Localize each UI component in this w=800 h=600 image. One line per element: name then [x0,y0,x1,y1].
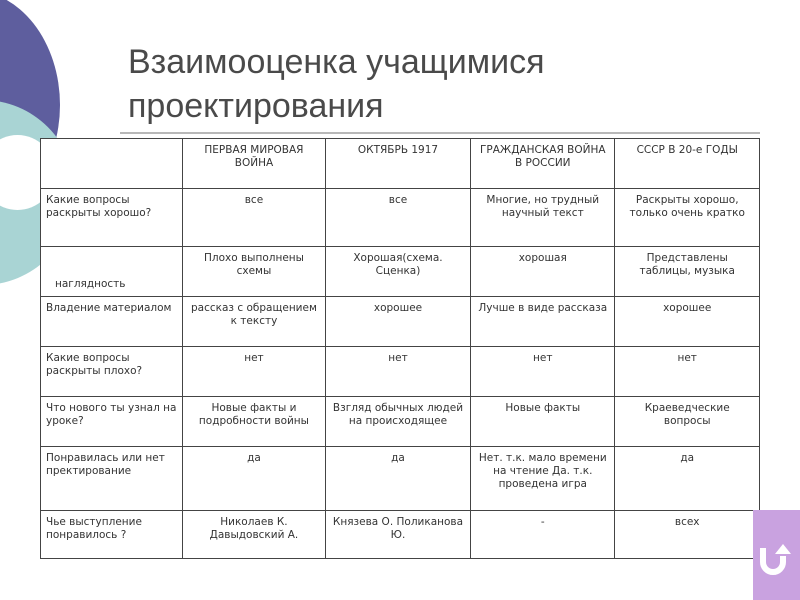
title-divider [120,132,760,134]
table-cell: все [325,189,470,247]
table-cell: хорошее [325,297,470,347]
row-label-cell [41,247,183,297]
table-cell: Лучше в виде рассказа [471,297,615,347]
table-cell: Князева О. Поликанова Ю. [325,511,470,559]
table-cell: Нет. т.к. мало времени на чтение Да. т.к. проведена игра [471,447,615,511]
row-label-cell: Какие вопросы раскрыты хорошо? [41,189,183,247]
table-cell: Новые факты [471,397,615,447]
table-cell: нет [183,347,326,397]
table-cell: Раскрыты хорошо, только очень кратко [615,189,760,247]
table-cell: Многие, но трудный научный текст [471,189,615,247]
header-cell: ГРАЖДАНСКАЯ ВОЙНА В РОССИИ [471,139,615,189]
table-cell: Николаев К. Давыдовский А. [183,511,326,559]
table-row [41,247,760,297]
table-row [41,447,760,511]
row-label-text: наглядность [55,278,126,290]
table-cell: все [183,189,326,247]
return-arrow-icon [757,540,795,576]
row-label-cell: Владение материалом [41,297,183,347]
row-label-cell: Какие вопросы раскрыты плохо? [41,347,183,397]
table-cell: Взгляд обычных людей на происходящее [325,397,470,447]
table-cell: да [183,447,326,511]
header-cell [41,139,183,189]
table-cell: Представлены таблицы, музыка [615,247,760,297]
table-cell: Хорошая(схема. Сценка) [325,247,470,297]
row-label-cell: Чье выступление понравилось ? [41,511,183,559]
table-cell: да [615,447,760,511]
table-cell: Краеведческие вопросы [615,397,760,447]
table-cell: хорошее [615,297,760,347]
table-cell: рассказ с обращением к тексту [183,297,326,347]
table-cell: нет [615,347,760,397]
table-cell: нет [325,347,470,397]
table-row [41,347,760,397]
row-label-cell: Понравилась или нет пректирование [41,447,183,511]
table-cell: да [325,447,470,511]
header-cell: ПЕРВАЯ МИРОВАЯ ВОЙНА [183,139,326,189]
row-label-cell: Что нового ты узнал на уроке? [41,397,183,447]
table-header-row [41,139,760,189]
table-cell: нет [471,347,615,397]
table-cell: Новые факты и подробности войны [183,397,326,447]
table-row [41,511,760,559]
table-cell: всех [615,511,760,559]
table-row [41,189,760,247]
return-button[interactable] [753,510,800,600]
table-cell: хорошая [471,247,615,297]
table-row [41,397,760,447]
slide-title: Взаимооценка учащимися проектирования [128,43,545,125]
header-cell: ОКТЯБРЬ 1917 [325,139,470,189]
header-cell: СССР В 20-е ГОДЫ [615,139,760,189]
table-row [41,297,760,347]
evaluation-table [40,138,760,559]
table-cell: - [471,511,615,559]
table-cell: Плохо выполнены схемы [183,247,326,297]
